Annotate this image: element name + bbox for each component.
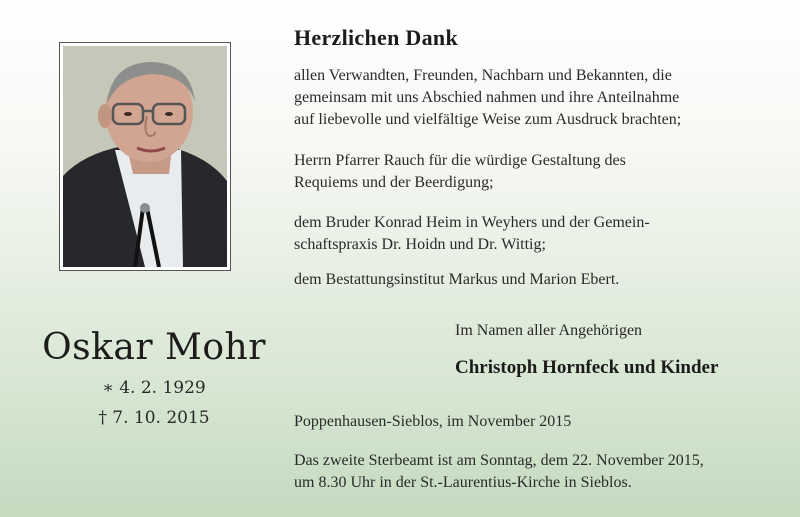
text-line: Requiems und der Beerdigung; [294,174,494,191]
thanks-paragraph-doctors [294,212,774,256]
memorial-service-notice [294,450,774,494]
signature-names: Christoph Hornfeck und Kinder [455,357,719,378]
text-line: gemeinsam mit uns Abschied nahmen und ihre Anteilnahme [294,89,680,106]
thanks-heading: Herzlichen Dank [294,25,458,50]
portrait-frame [59,42,231,271]
birth-date: ∗ 4. 2. 1929 [102,378,206,398]
text-line: dem Bestattungsinstitut Markus und Marion Ebert. [294,271,620,288]
thanks-paragraph-funeral-home [294,269,774,291]
text-line: schaftspraxis Dr. Hoidn und Dr. Wittig; [294,236,546,253]
text-line: dem Bruder Konrad Heim in Weyhers und der Gemein- [294,214,650,231]
thanks-paragraph-relatives [294,65,774,131]
text-line: Herrn Pfarrer Rauch für die würdige Gestaltung des [294,152,626,169]
text-line: Das zweite Sterbeamt ist am Sonntag, dem 22. November 2015, [294,452,704,469]
portrait-photo [63,46,227,267]
thanks-paragraph-priest [294,150,774,194]
death-date: † 7. 10. 2015 [98,408,210,428]
signature-intro: Im Namen aller Angehörigen [455,322,643,339]
deceased-name: Oskar Mohr [42,327,266,368]
portrait-illustration [63,46,227,267]
text-line: auf liebevolle und vielfältige Weise zum Ausdruck brachten; [294,111,682,128]
place-date: Poppenhausen-Sieblos, im November 2015 [294,413,572,430]
text-line: allen Verwandten, Freunden, Nachbarn und Bekannten, die [294,67,672,84]
text-line: um 8.30 Uhr in der St.-Laurentius-Kirche in Sieblos. [294,474,632,491]
